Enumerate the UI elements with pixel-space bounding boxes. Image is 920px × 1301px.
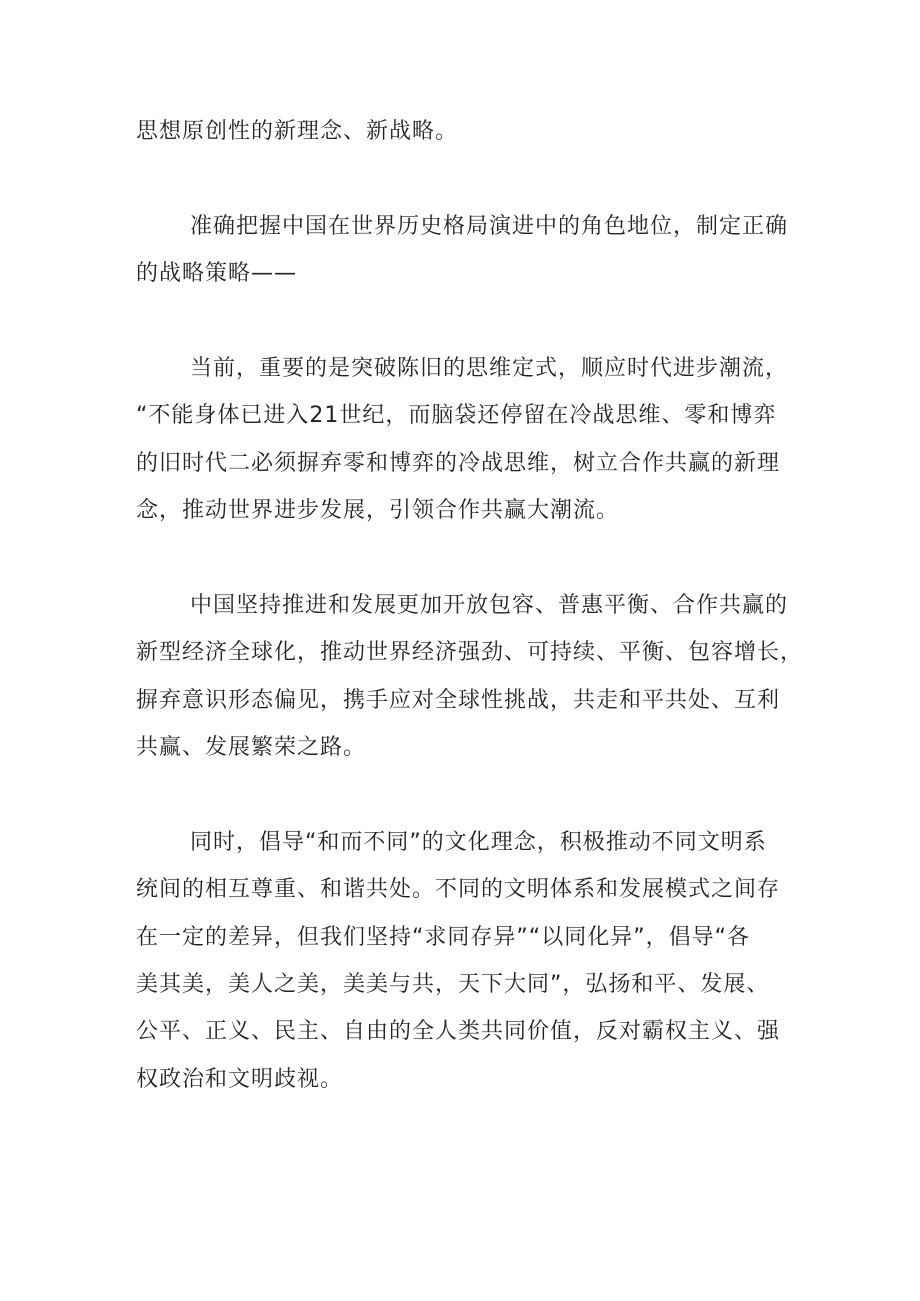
paragraph-line: 统间的相互尊重、和谐共处。不同的文明体系和发展模式之间存	[136, 877, 781, 902]
paragraph-line: 的战略策略——	[136, 261, 298, 286]
paragraph-line: 中国坚持推进和发展更加开放包容、普惠平衡、合作共赢的	[190, 593, 789, 618]
paragraph-line: 公平、正义、民主、自由的全人类共同价值，反对霸权主义、强	[136, 1019, 781, 1044]
paragraph-line: 准确把握中国在世界历史格局演进中的角色地位，制定正确	[190, 214, 789, 239]
paragraph-line: 同时，倡导“和而不同”的文化理念，积极推动不同文明系	[190, 830, 767, 855]
paragraph-line: “不能身体已进入21世纪，而脑袋还停留在冷战思维、零和博弈	[136, 403, 777, 428]
paragraph-line: 新型经济全球化，推动世界经济强劲、可持续、平衡、包容增长，	[136, 640, 804, 665]
paragraph-line: 当前，重要的是突破陈旧的思维定式，顺应时代进步潮流，	[190, 356, 789, 381]
paragraph-line: 美其美，美人之美，美美与共，天下大同”，弘扬和平、发展、	[136, 972, 770, 997]
paragraph-line: 共赢、发展繁荣之路。	[136, 735, 367, 760]
paragraph-line: 权政治和文明歧视。	[136, 1067, 344, 1092]
paragraph-line: 念，推动世界进步发展，引领合作共赢大潮流。	[136, 498, 620, 523]
paragraph-line: 思想原创性的新理念、新战略。	[136, 119, 459, 144]
paragraph-line: 在一定的差异，但我们坚持“求同存异”“以同化异”，倡导“各	[136, 925, 750, 950]
paragraph-line: 摒弃意识形态偏见，携手应对全球性挑战，共走和平共处、互利	[136, 688, 781, 713]
paragraph-line: 的旧时代二必须摒弃零和博弈的冷战思维，树立合作共赢的新理	[136, 451, 781, 476]
